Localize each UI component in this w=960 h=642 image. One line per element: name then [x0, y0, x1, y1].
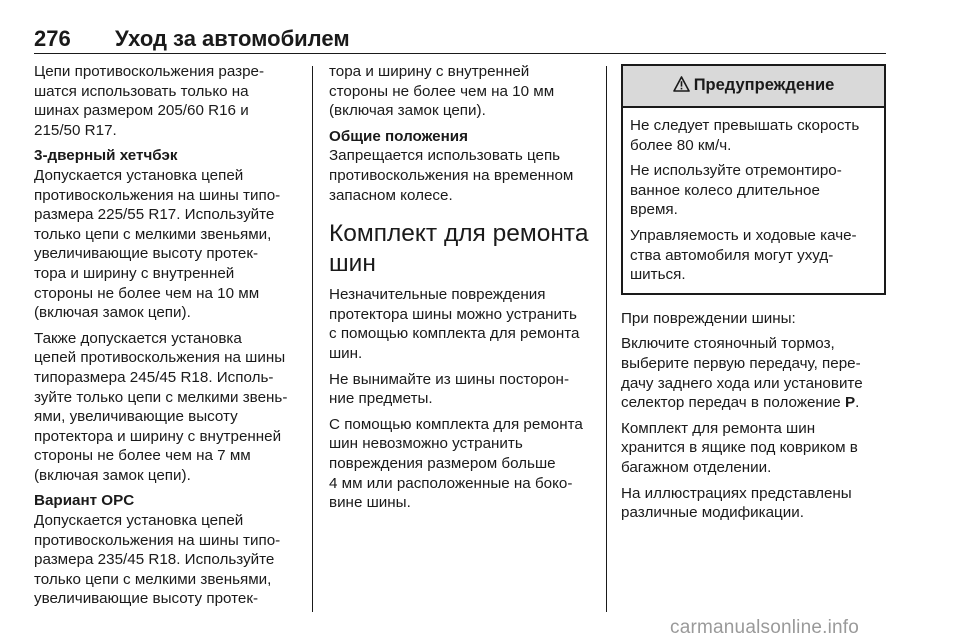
subheading-opc-variant: Вариант OPC	[34, 492, 135, 510]
column-divider-right	[606, 66, 607, 612]
text-line: стороны не более чем на 10 мм	[329, 82, 555, 100]
column-left	[34, 62, 296, 615]
text-line: Не вынимайте из шины посторон-	[329, 370, 570, 388]
text-line: При повреждении шины:	[621, 309, 796, 327]
text-line: повреждения размером больше	[329, 454, 556, 472]
gear-position-label: P	[844, 394, 856, 412]
text-line: Включите стояночный тормоз,	[621, 335, 835, 353]
text-line: выберите первую передачу, пере-	[621, 354, 861, 372]
paragraph	[621, 419, 886, 478]
paragraph	[329, 285, 591, 363]
text-line: Управляемость и ходовые каче-	[630, 226, 857, 244]
text-line: размера 225/55 R17. Используйте	[34, 206, 275, 224]
paragraph	[329, 62, 591, 121]
paragraph	[329, 415, 591, 513]
chapter-title: Уход за автомобилем	[115, 26, 350, 51]
text-line: (включая замок цепи).	[34, 466, 191, 484]
column-right	[621, 62, 886, 529]
paragraph	[34, 329, 296, 486]
text-line: (включая замок цепи).	[34, 304, 191, 322]
text-line: Допускается установка цепей	[34, 166, 244, 184]
text-line: протектора шины можно устранить	[329, 305, 577, 323]
section-title-line: Комплект для ремонта	[329, 220, 589, 248]
text-line: различные модификации.	[621, 504, 804, 522]
warning-header	[623, 66, 884, 108]
text-line: шатся использовать только на	[34, 82, 249, 100]
text-line: только цепи с мелкими звеньями,	[34, 570, 272, 588]
text-line: Запрещается использовать цепь	[329, 147, 561, 165]
warning-body	[623, 108, 884, 293]
text-line: Цепи противоскольжения разре-	[34, 63, 265, 80]
text-line: шиться.	[630, 266, 686, 284]
text-line: шин невозможно устранить	[329, 435, 523, 453]
paragraph	[621, 309, 886, 329]
text-line: увеличивающие высоту протек-	[34, 590, 259, 608]
text-line: тора и ширину с внутренней	[329, 63, 530, 80]
text-line: хранится в ящике под ковриком в	[621, 439, 858, 457]
text-line: Также допускается установка	[34, 329, 242, 347]
text-line: противоскольжения на шины типо-	[34, 186, 281, 204]
text-line: На иллюстрациях представлены	[621, 484, 852, 502]
paragraph	[34, 146, 296, 322]
warning-box	[621, 64, 886, 295]
paragraph	[630, 226, 877, 285]
text-line: дачу заднего хода или установите	[621, 374, 863, 392]
text-line: (включая замок цепи).	[329, 102, 486, 120]
text-fragment: .	[855, 394, 860, 412]
text-line: ства автомобиля могут ухуд-	[630, 246, 834, 264]
page-number: 276	[34, 26, 71, 51]
text-line: протектора и ширину с внутренней	[34, 427, 282, 445]
text-line: Незначительные повреждения	[329, 286, 546, 304]
paragraph	[630, 161, 877, 220]
paragraph	[621, 484, 886, 523]
text-line: вине шины.	[329, 494, 411, 512]
text-line: цепей противоскольжения на шины	[34, 349, 286, 367]
warning-triangle-icon	[673, 76, 690, 97]
text-line: с помощью комплекта для ремонта	[329, 325, 580, 343]
paragraph	[621, 334, 886, 412]
page-header	[34, 22, 886, 54]
subheading-3-door-hatchback: 3-дверный хетчбэк	[34, 147, 178, 165]
text-line: шин.	[329, 344, 363, 362]
paragraph	[329, 127, 591, 205]
text-line: Допускается установка цепей	[34, 512, 244, 530]
text-line: время.	[630, 201, 678, 219]
text-line: Комплект для ремонта шин	[621, 419, 816, 437]
column-middle	[329, 62, 591, 519]
text-line: только цепи с мелкими звеньями,	[34, 225, 272, 243]
subheading-general: Общие положения	[329, 127, 468, 145]
text-line: стороны не более чем на 7 мм	[34, 447, 251, 465]
text-line: типоразмера 245/45 R18. Исполь-	[34, 368, 274, 386]
paragraph	[329, 370, 591, 409]
text-fragment: селектор передач в положение	[621, 394, 845, 412]
text-line: более 80 км/ч.	[630, 136, 732, 154]
text-line: 4 мм или расположенные на боко-	[329, 474, 573, 492]
column-divider-left	[312, 66, 313, 612]
text-line: 215/50 R17.	[34, 121, 117, 139]
text-line: ями, увеличивающие высоту	[34, 408, 238, 426]
text-line: багажном отделении.	[621, 458, 772, 476]
text-line: запасном колесе.	[329, 186, 453, 204]
paragraph	[34, 491, 296, 609]
text-line: Не используйте отремонтиро-	[630, 162, 842, 180]
text-line	[621, 393, 886, 413]
text-line: зуйте только цепи с мелкими звень-	[34, 388, 288, 406]
text-line: С помощью комплекта для ремонта	[329, 415, 583, 433]
section-title-line: шин	[329, 250, 376, 278]
section-title-tire-repair-kit	[329, 219, 591, 279]
text-line: ние предметы.	[329, 390, 433, 408]
text-line: противоскольжения на шины типо-	[34, 531, 281, 549]
warning-title: Предупреждение	[693, 76, 835, 95]
text-line: увеличивающие высоту протек-	[34, 245, 259, 263]
text-line: противоскольжения на временном	[329, 166, 574, 184]
paragraph	[630, 116, 877, 155]
text-line: ванное колесо длительное	[630, 181, 820, 199]
paragraph	[34, 62, 296, 140]
text-line: тора и ширину с внутренней	[34, 264, 235, 282]
text-line: Не следует превышать скорость	[630, 117, 860, 134]
text-line: размера 235/45 R18. Используйте	[34, 551, 275, 569]
text-line: стороны не более чем на 10 мм	[34, 284, 260, 302]
header-divider	[34, 53, 886, 54]
text-line: шинах размером 205/60 R16 и	[34, 102, 249, 120]
watermark: carmanualsonline.info	[670, 617, 860, 638]
